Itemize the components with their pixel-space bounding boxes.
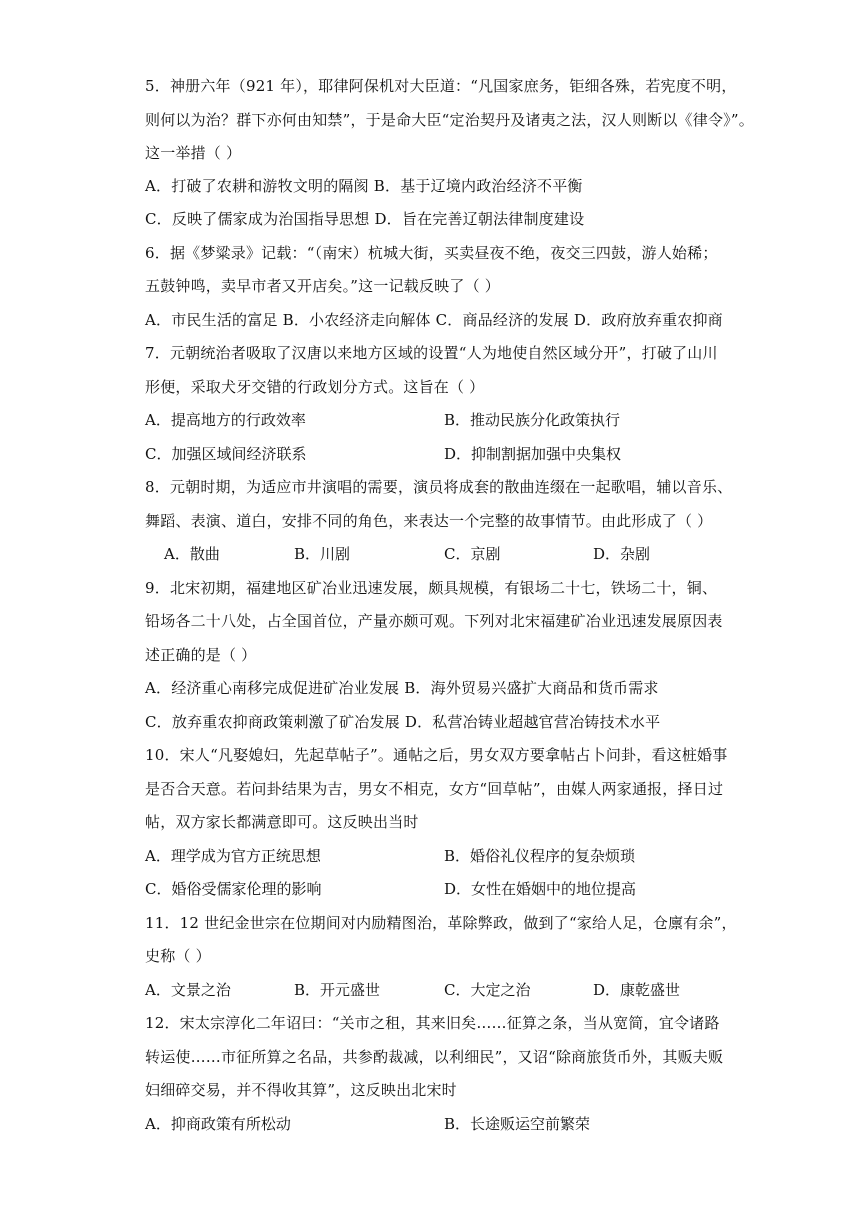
question-8-option-a: A．散曲 [164, 545, 220, 563]
question-7-stem-line-2: 形便，采取犬牙交错的行政划分方式。这旨在（ ） [145, 378, 485, 396]
question-7-stem-line-1: 7．元朝统治者吸取了汉唐以来地方区域的设置“人为地使自然区域分开”，打破了山川 [145, 344, 718, 362]
question-7-option-b: B．推动民族分化政策执行 [444, 411, 621, 429]
question-5-options-row-2: C．反映了儒家成为治国指导思想 D．旨在完善辽朝法律制度建设 [145, 210, 585, 228]
question-10-stem-line-2: 是否合天意。若问卦结果为吉，男女不相克，女方“回草帖”，由媒人两家通报，择日过 [145, 780, 724, 798]
question-11-option-d: D．康乾盛世 [593, 981, 681, 999]
question-11-option-c: C．大定之治 [444, 981, 531, 999]
question-11-stem-line-2: 史称（ ） [145, 947, 211, 965]
question-9-stem-line-3: 述正确的是（ ） [145, 646, 257, 664]
question-10-option-c: C．婚俗受儒家伦理的影响 [145, 880, 322, 898]
question-7-option-d: D．抑制割据加强中央集权 [444, 445, 622, 463]
question-10-option-b: B．婚俗礼仪程序的复杂烦琐 [444, 847, 636, 865]
question-12-stem-line-2: 转运使……市征所算之名品，共参酌裁减，以利细民”，又诏“除商旅货币外，其贩夫贩 [145, 1048, 724, 1066]
question-11-option-a: A．文景之治 [145, 981, 231, 999]
question-6-options-row-1: A．市民生活的富足 B．小农经济走向解体 C．商品经济的发展 D．政府放弃重农抑商 [145, 311, 723, 329]
question-8-option-c: C．京剧 [444, 545, 501, 563]
question-8-stem-line-2: 舞蹈、表演、道白，安排不同的角色，来表达一个完整的故事情节。由此形成了（ ） [145, 512, 713, 530]
question-8-stem-line-1: 8．元朝时期，为适应市井演唱的需要，演员将成套的散曲连缀在一起歌唱，辅以音乐、 [145, 478, 733, 496]
question-11-stem-line-1: 11．12 世纪金世宗在位期间对内励精图治，革除弊政，做到了“家给人足，仓廪有余”， [145, 914, 737, 932]
question-12-option-b: B．长途贩运空前繁荣 [444, 1115, 591, 1133]
question-10-stem-line-1: 10．宋人“凡娶媳妇，先起草帖子”。通帖之后，男女双方要拿帖占卜问卦，看这桩婚事 [145, 746, 728, 764]
question-5-options-row-1: A．打破了农耕和游牧文明的隔阂 B．基于辽境内政治经济不平衡 [145, 177, 583, 195]
question-8-option-d: D．杂剧 [593, 545, 651, 563]
question-10-stem-line-3: 帖，双方家长都满意即可。这反映出当时 [145, 813, 419, 831]
question-11-option-b: B．开元盛世 [294, 981, 381, 999]
question-7-option-a: A．提高地方的行政效率 [145, 411, 306, 429]
question-5-stem-line-1: 5．神册六年（921 年），耶律阿保机对大臣道：“凡国家庶务，钜细各殊，若宪度不明， [145, 77, 737, 95]
question-6-stem-line-2: 五鼓钟鸣，卖早市者又开店矣。”这一记载反映了（ ） [145, 277, 500, 295]
question-9-stem-line-1: 9．北宋初期，福建地区矿冶业迅速发展，颇具规模，有银场二十七，铁场二十，铜、 [145, 579, 718, 597]
question-9-options-row-2: C．放弃重农抑商政策刺激了矿冶发展 D．私营冶铸业超越官营冶铸技术水平 [145, 713, 661, 731]
question-8-option-b: B．川剧 [294, 545, 351, 563]
question-6-stem-line-1: 6．据《梦粱录》记载：“（南宋）杭城大街，买卖昼夜不绝，夜交三四鼓，游人始稀； [145, 244, 718, 262]
question-5-stem-line-3: 这一举措（ ） [145, 144, 242, 162]
question-10-option-d: D．女性在婚姻中的地位提高 [444, 880, 637, 898]
question-7-option-c: C．加强区域间经济联系 [145, 445, 307, 463]
question-9-stem-line-2: 铅场各二十八处，占全国首位，产量亦颇可观。下列对北宋福建矿冶业迅速发展原因表 [145, 612, 723, 630]
question-12-stem-line-3: 妇细碎交易，并不得收其算”，这反映出北宋时 [145, 1081, 457, 1099]
question-12-option-a: A．抑商政策有所松动 [145, 1115, 291, 1133]
question-12-stem-line-1: 12．宋太宗淳化二年诏曰：“关市之租，其来旧矣……征算之条，当从宽简，宜令诸路 [145, 1014, 720, 1032]
question-10-option-a: A．理学成为官方正统思想 [145, 847, 321, 865]
question-9-options-row-1: A．经济重心南移完成促进矿冶业发展 B．海外贸易兴盛扩大商品和货币需求 [145, 679, 659, 697]
question-5-stem-line-2: 则何以为治？群下亦何由知禁”，于是命大臣“定治契丹及诸夷之法，汉人则断以《律令》”。 [145, 111, 754, 129]
